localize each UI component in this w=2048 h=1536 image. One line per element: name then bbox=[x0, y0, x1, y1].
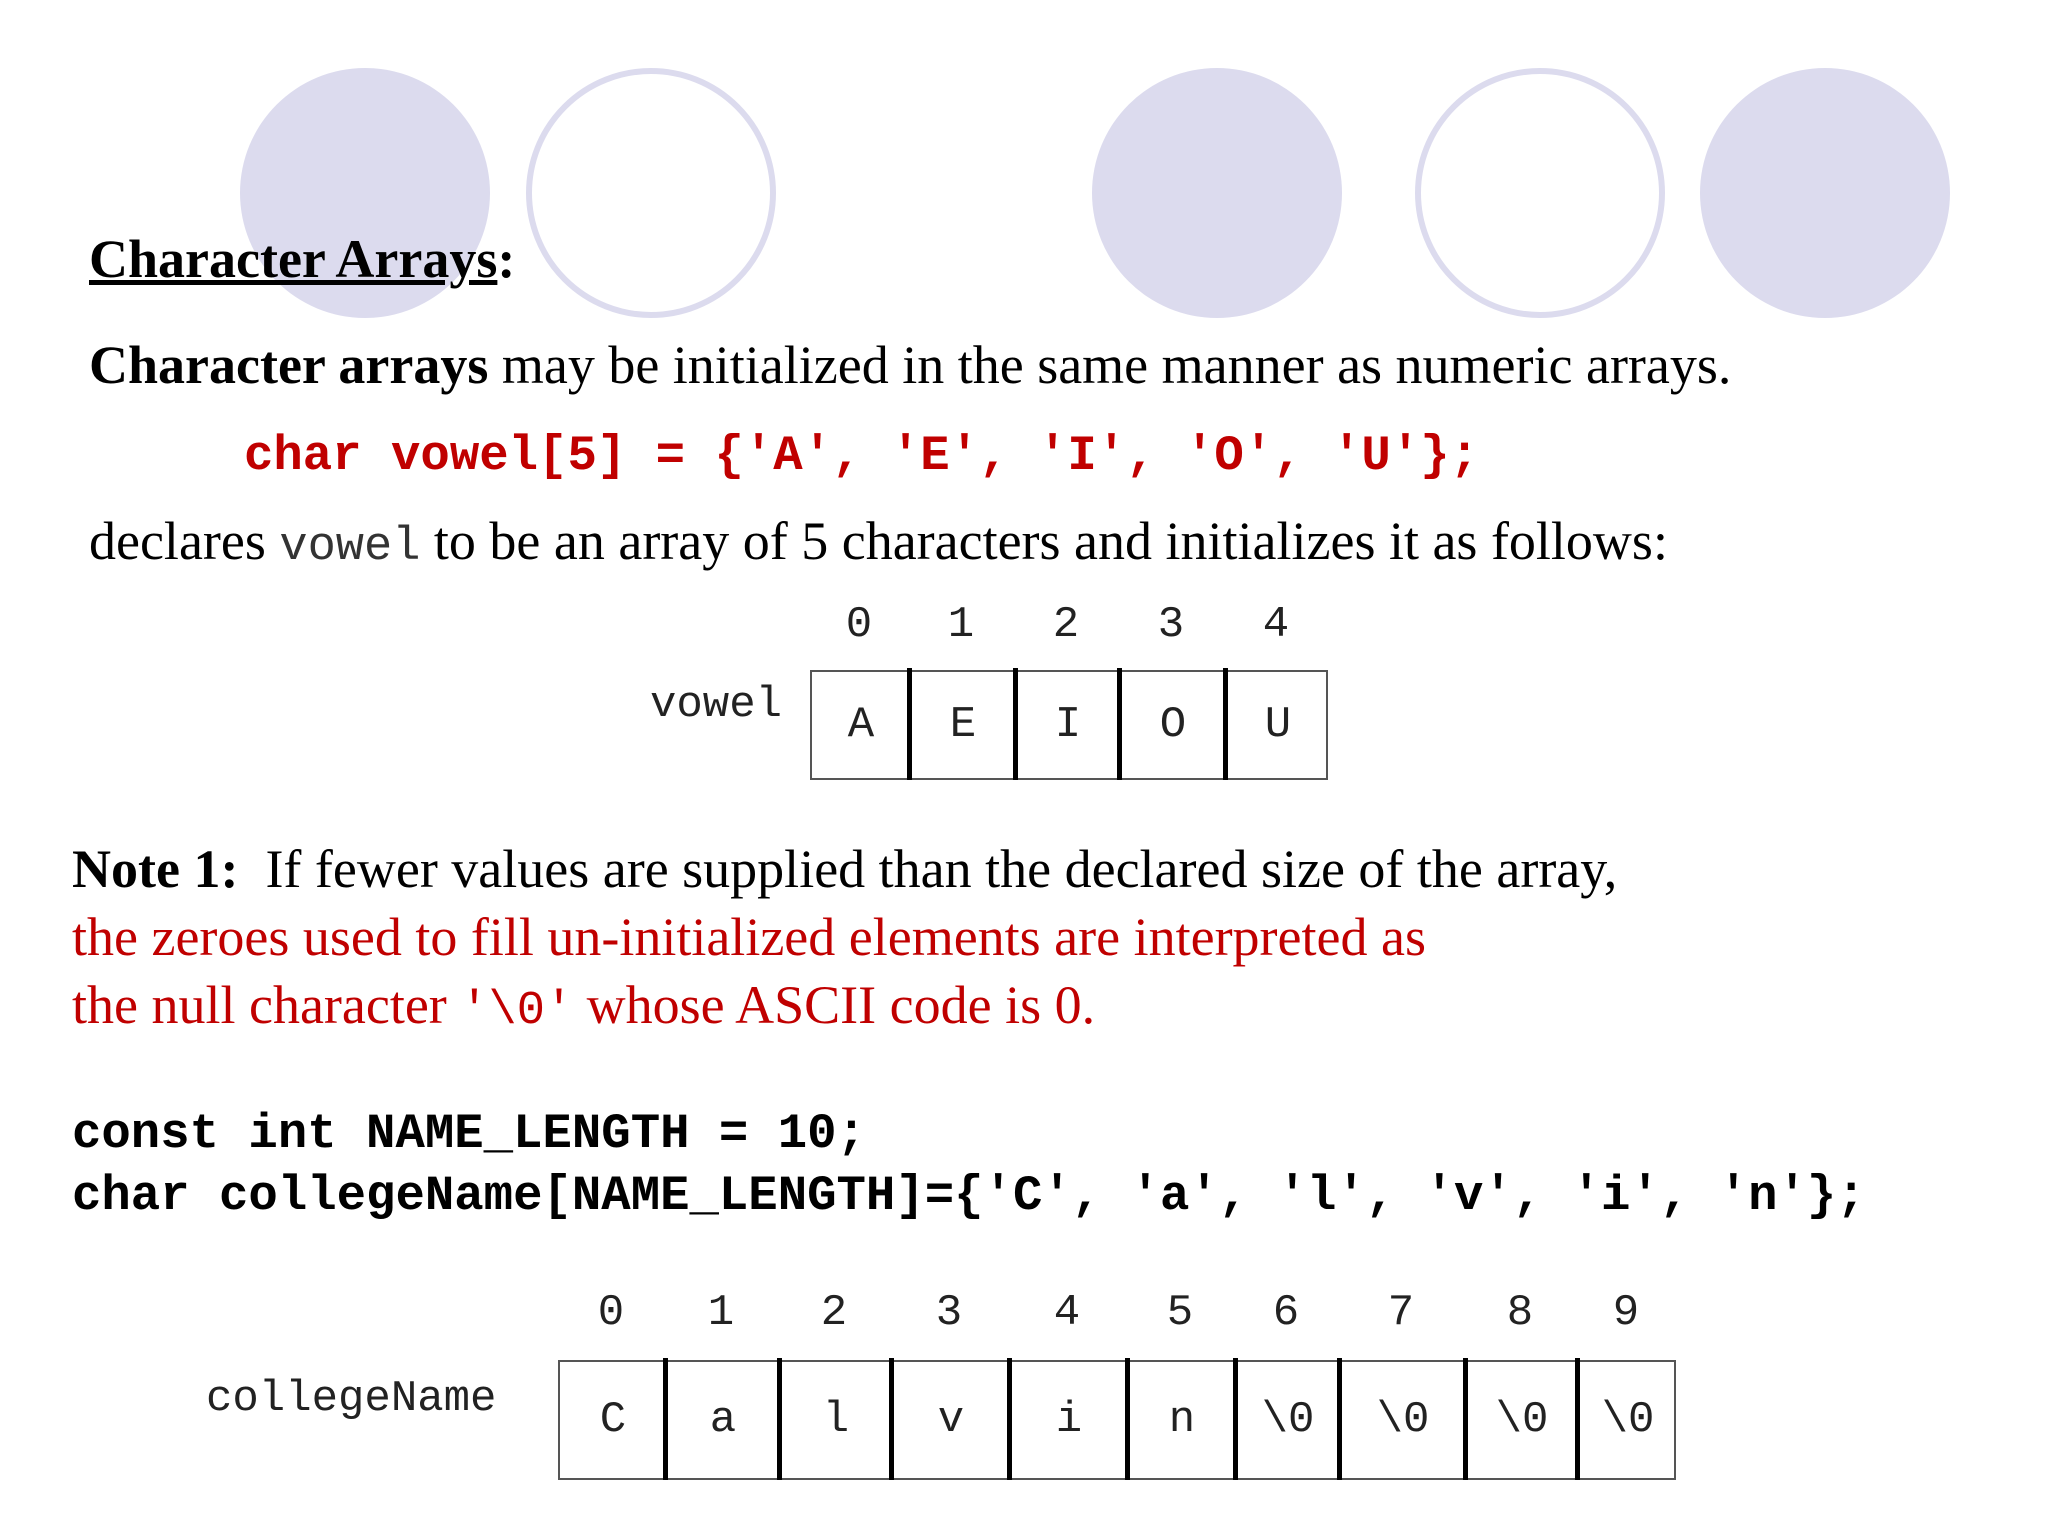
vowel-array-name: vowel bbox=[650, 680, 783, 730]
college-cell-value: \0 bbox=[1376, 1395, 1430, 1445]
decorative-circle-filled-2 bbox=[1092, 68, 1342, 318]
note1-line3-post: whose ASCII code is 0. bbox=[573, 975, 1096, 1035]
intro-sentence bbox=[89, 334, 1731, 396]
college-index-label: 6 bbox=[1272, 1288, 1300, 1338]
note1-label: Note 1: bbox=[72, 839, 239, 899]
code-college-declaration: char collegeName[NAME_LENGTH]={'C', 'a', 'l', 'v', 'i', 'n'}; bbox=[72, 1168, 1866, 1224]
college-cell-value: l bbox=[822, 1395, 850, 1445]
college-array-box bbox=[558, 1360, 1676, 1480]
vowel-array-box bbox=[810, 670, 1328, 780]
intro-rest: may be initialized in the same manner as numeric arrays. bbox=[488, 335, 1732, 395]
vowel-index-label: 4 bbox=[1262, 600, 1290, 650]
vowel-index-label: 3 bbox=[1157, 600, 1185, 650]
college-cell-value: i bbox=[1055, 1395, 1083, 1445]
college-index-label: 3 bbox=[935, 1288, 963, 1338]
college-index-label: 2 bbox=[820, 1288, 848, 1338]
college-cell-value: v bbox=[937, 1395, 965, 1445]
declares-code: vowel bbox=[279, 521, 421, 574]
null-char-code: '\0' bbox=[460, 985, 574, 1038]
vowel-index-label: 1 bbox=[947, 600, 975, 650]
code-const-declaration: const int NAME_LENGTH = 10; bbox=[72, 1106, 866, 1162]
college-cell-value: \0 bbox=[1261, 1395, 1315, 1445]
college-cell-value: \0 bbox=[1495, 1395, 1549, 1445]
code-vowel-declaration: char vowel[5] = {'A', 'E', 'I', 'O', 'U'}; bbox=[244, 428, 1480, 484]
page-title-colon: : bbox=[497, 229, 516, 289]
note1-line2: the zeroes used to fill un-initialized elements are interpreted as bbox=[72, 907, 1426, 967]
vowel-cell-value: U bbox=[1264, 700, 1292, 750]
college-cell-value: n bbox=[1168, 1395, 1196, 1445]
decorative-circle-filled-3 bbox=[1700, 68, 1950, 318]
college-cell-value: a bbox=[709, 1395, 737, 1445]
note1-text: If fewer values are supplied than the declared size of the array, bbox=[265, 839, 1618, 899]
vowel-cell-value: A bbox=[847, 700, 875, 750]
college-array-name: collegeName bbox=[206, 1374, 497, 1424]
declares-sentence bbox=[89, 510, 1668, 574]
note1-line3-pre: the null character bbox=[72, 975, 461, 1035]
college-cell-value: \0 bbox=[1601, 1395, 1655, 1445]
vowel-index-label: 2 bbox=[1052, 600, 1080, 650]
vowel-index-label: 0 bbox=[845, 600, 873, 650]
note1-line3 bbox=[72, 974, 1095, 1038]
college-index-label: 1 bbox=[707, 1288, 735, 1338]
decorative-circle-ring-1 bbox=[526, 68, 776, 318]
college-index-label: 5 bbox=[1166, 1288, 1194, 1338]
declares-pre: declares bbox=[89, 511, 280, 571]
college-index-label: 9 bbox=[1612, 1288, 1640, 1338]
college-index-label: 0 bbox=[597, 1288, 625, 1338]
note1-line1 bbox=[72, 838, 1617, 900]
decorative-circle-ring-2 bbox=[1415, 68, 1665, 318]
college-index-label: 7 bbox=[1387, 1288, 1415, 1338]
page-title bbox=[89, 228, 515, 290]
page-title-text: Character Arrays bbox=[89, 229, 498, 289]
college-cell-value: C bbox=[599, 1395, 627, 1445]
vowel-cell-value: O bbox=[1159, 700, 1187, 750]
intro-bold: Character arrays bbox=[89, 335, 489, 395]
college-index-label: 4 bbox=[1053, 1288, 1081, 1338]
declares-post: to be an array of 5 characters and initializes it as follows: bbox=[420, 511, 1668, 571]
vowel-cell-value: E bbox=[949, 700, 977, 750]
college-index-label: 8 bbox=[1506, 1288, 1534, 1338]
vowel-cell-value: I bbox=[1054, 700, 1082, 750]
